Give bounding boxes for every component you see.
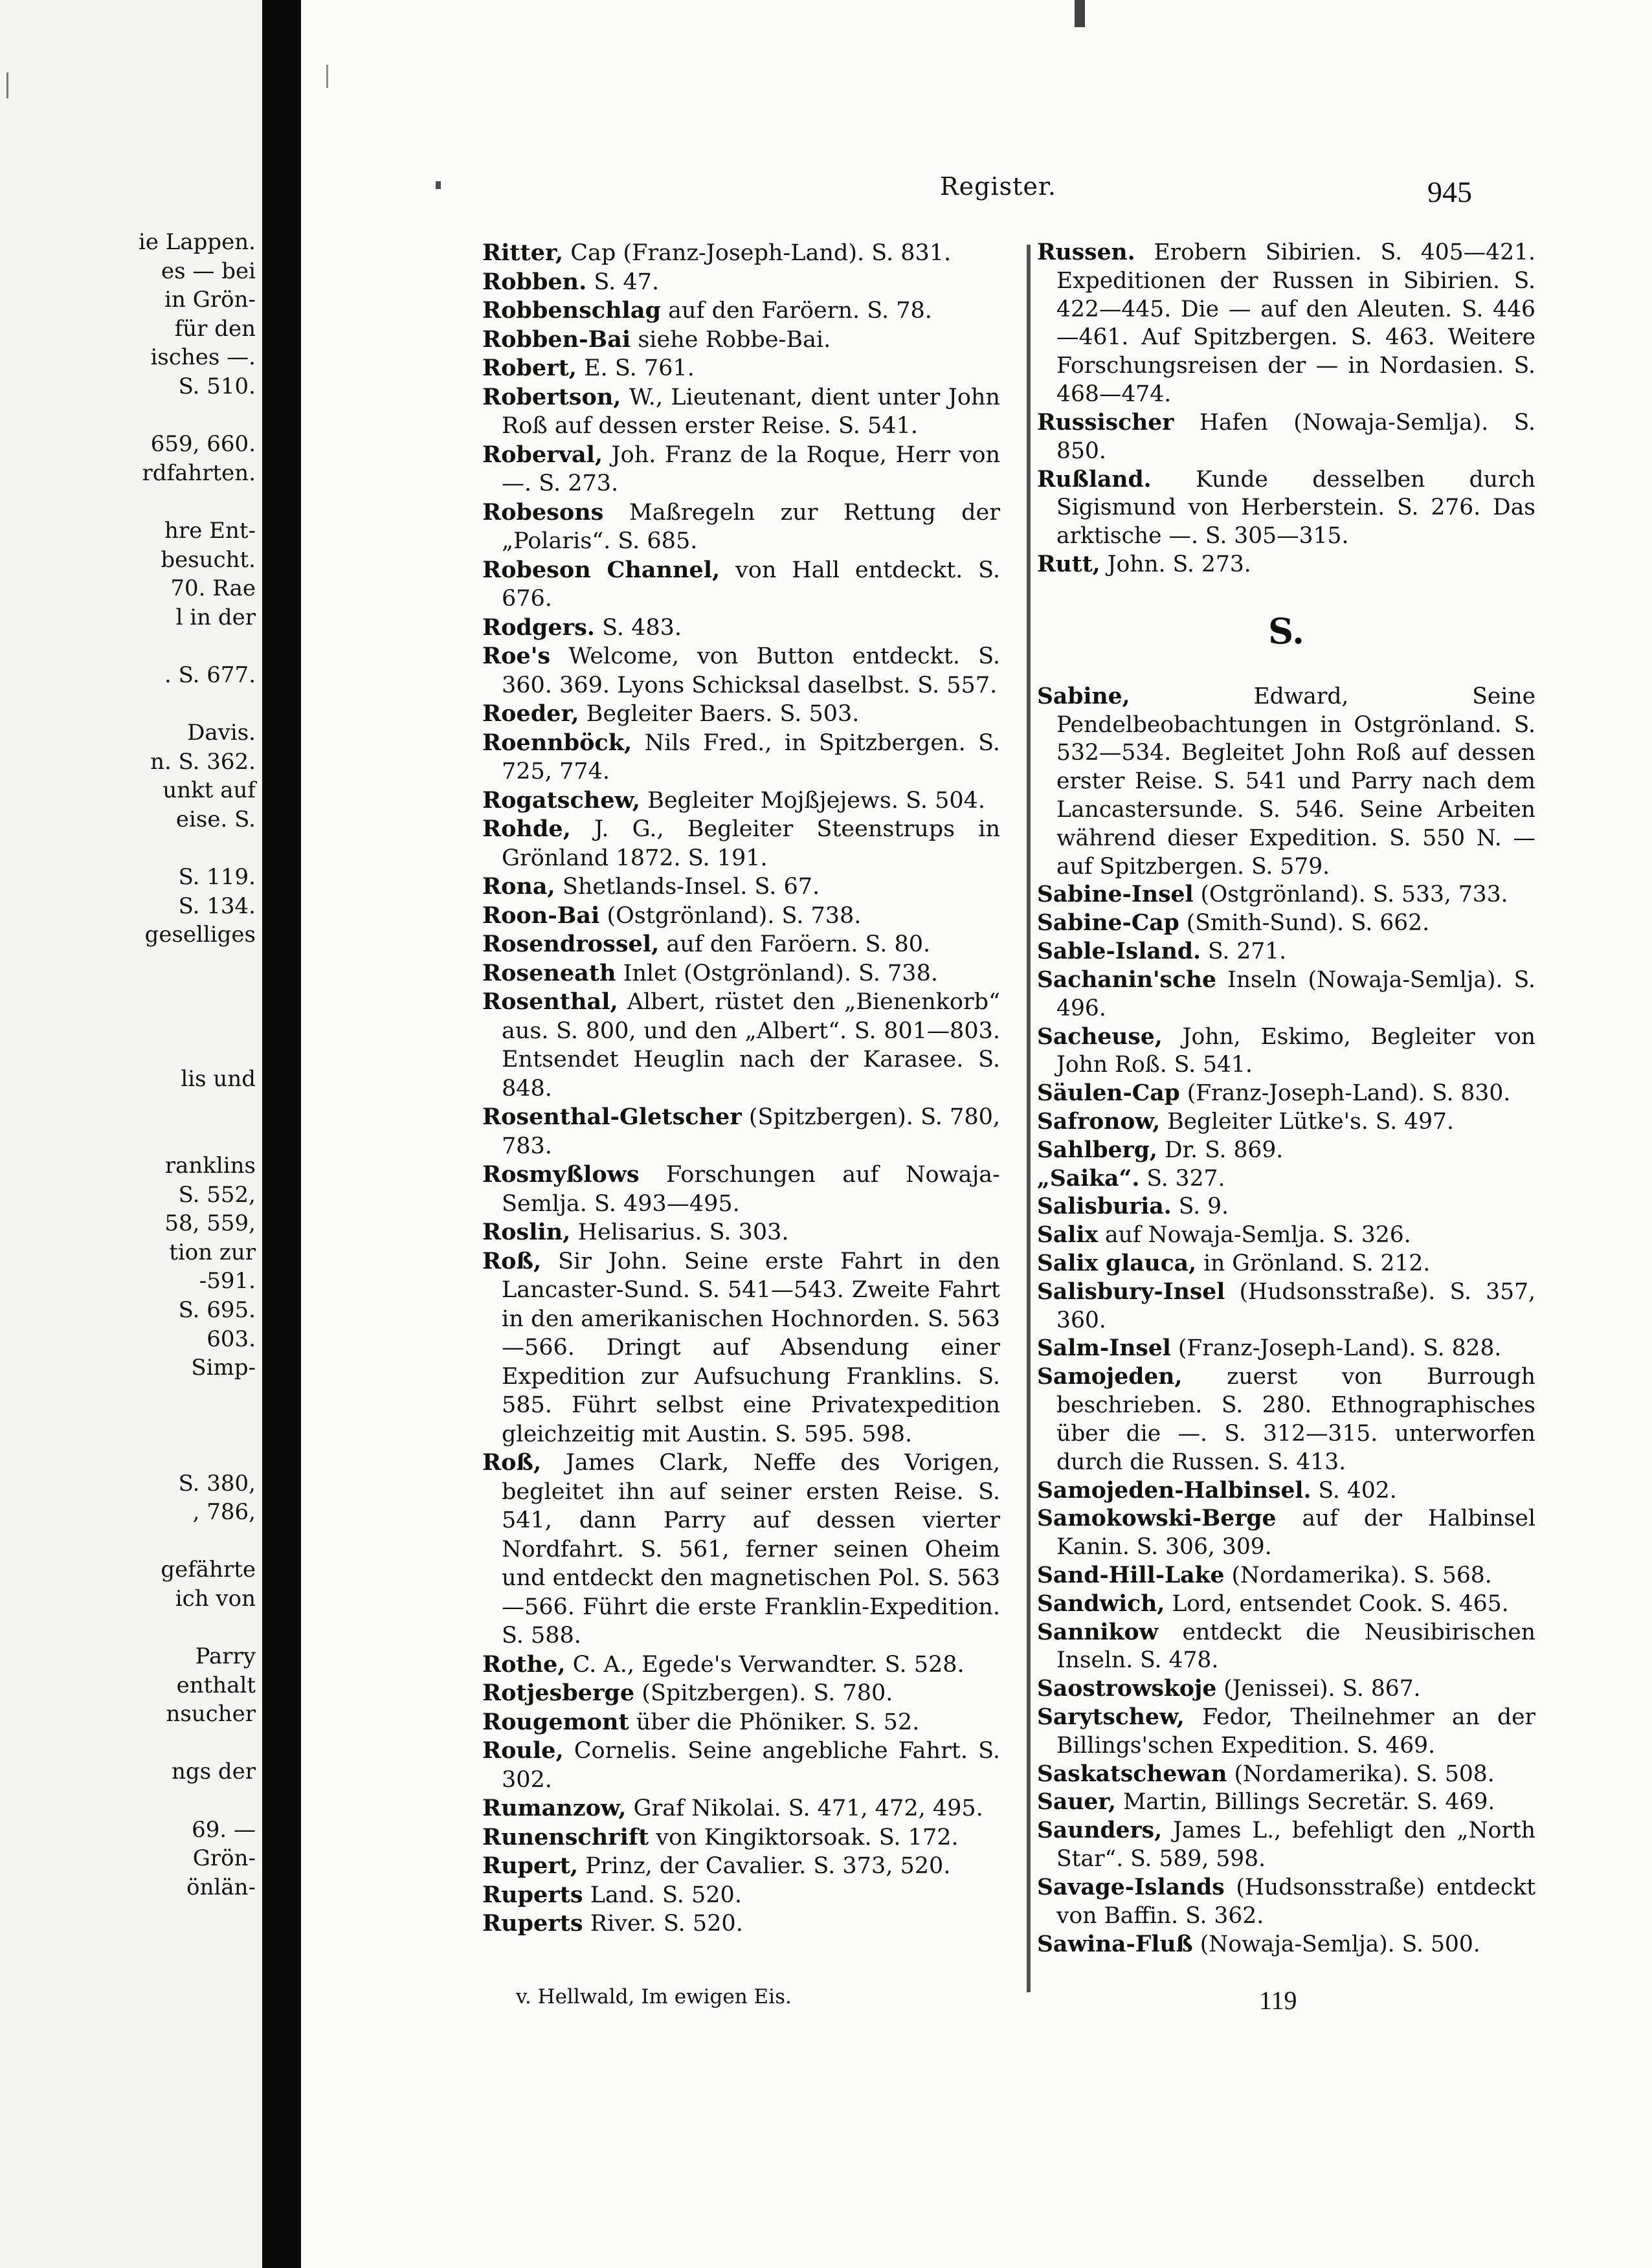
previous-page-line [139,1440,256,1469]
index-entry-text: S. 271. [1207,939,1287,965]
index-entry-text: Dr. S. 869. [1164,1137,1284,1163]
index-entry-text: entdeckt die Neusibirischen Inseln. S. 478. [1056,1619,1535,1674]
index-entry-head: Sannikow [1037,1619,1159,1645]
index-entry-head: Saskatschewan [1037,1761,1227,1787]
index-entry-head: Roß, [482,1449,542,1476]
index-entry-head: Ruperts [482,1881,583,1908]
print-mark [436,181,441,189]
previous-page-line: es — bei [161,258,256,284]
previous-page-line: S. 380, [178,1470,256,1496]
index-entry [1037,1874,1535,1931]
index-entry [482,815,1000,873]
index-entry-text: (Hudsonsstraße) entdeckt von Baffin. S. 362. [1056,1874,1535,1929]
index-entry-text: (Smith-Sund). S. 662. [1186,910,1430,937]
running-head: Register. [940,172,1056,201]
index-entry-head: Sabine-Cap [1037,910,1179,937]
index-entry-head: Saunders, [1037,1818,1163,1844]
index-entry-head: Sauer, [1037,1789,1116,1816]
column-rule [1027,245,1031,1992]
previous-page-line [139,1122,256,1151]
index-entry [482,786,1000,816]
previous-page-line [139,950,256,979]
index-entry-head: Rosmyßlows [482,1161,640,1188]
index-entry [482,498,1000,556]
footer-signature: 119 [1259,1986,1297,2015]
index-entry-head: Rogatschew, [482,786,640,814]
previous-page-line: nsucher [166,1701,256,1728]
index-entry [1037,1137,1535,1165]
previous-page-line: S. 552, [178,1181,256,1208]
index-entry-text: (Franz-Joseph-Land). S. 830. [1187,1080,1511,1107]
index-entry-text: Fedor, Theilnehmer an der Billings'schen Expedition. S. 469. [1056,1704,1535,1759]
index-entry-head: Rupert, [482,1852,579,1879]
index-entry-head: Samokowski-Berge [1037,1506,1277,1532]
index-entry [1037,1817,1535,1874]
index-entry-text: (Ostgrönland). S. 738. [607,902,862,929]
previous-page-line [139,1007,256,1036]
previous-page-line: lis und [181,1066,256,1093]
index-entry-text: von Hall entdeckt. S. 676. [502,557,1000,612]
index-entry-head: Rothe, [482,1651,566,1678]
index-group-s [1037,683,1535,1959]
index-entry-text: Prinz, der Cavalier. S. 373, 520. [585,1853,951,1879]
index-entry-text: S. 47. [594,269,660,295]
index-entry-head: Sabine, [1037,683,1130,709]
index-entry [1037,1250,1535,1278]
index-entry-head: Rosenthal-Gletscher [482,1104,742,1130]
index-entry-text: Graf Nikolai. S. 471, 472, 495. [633,1796,983,1821]
index-entry-text: auf Nowaja-Semlja. S. 326. [1105,1222,1411,1249]
index-entry-text: John. S. 273. [1107,551,1251,577]
index-entry [482,326,1000,355]
index-entry-head: Rona, [482,873,555,900]
previous-page-line: ie Lappen. [138,229,256,255]
index-entry [1037,466,1535,551]
index-entry-head: Safronow, [1037,1108,1161,1135]
previous-page-line: Davis. [187,720,256,746]
index-entry [1037,1704,1535,1761]
index-entry [1037,881,1535,909]
index-entry [482,441,1000,498]
index-entry-text: James Clark, Neffe des Vorigen, begleitet ihn auf seiner ersten Reise. S. 541, dann Parry auf dessen vierter Nordfahrt. S. 561, ferner seinen Oheim und entdeckt den magnetischen Pol. S. 563—566. Führt die erste Franklin-Expedition. S. 588. [502,1450,1000,1649]
index-entry-text: Welcome, von Button entdeckt. S. 360. 369. Lyons Schicksal daselbst. S. 557. [502,643,1000,698]
index-entry-head: Robertson, [482,383,621,410]
index-entry-text: Cap (Franz-Joseph-Land). S. 831. [570,240,952,266]
index-entry [1037,909,1535,938]
previous-page-line: rdfahrten. [142,460,256,486]
index-entry-text: von Kingiktorsoak. S. 172. [656,1824,959,1851]
index-entry [1037,1675,1535,1704]
previous-page-line: besucht. [161,546,256,573]
previous-page-line [139,978,256,1007]
index-entry-head: Rodgers. [482,614,595,641]
index-entry-head: Robbenschlag [482,297,662,324]
index-entry-head: Russen. [1037,239,1135,265]
index-entry [482,1852,1000,1881]
previous-page-line: 70. Rae [170,575,256,602]
index-entry [482,729,1000,786]
index-entry-head: Rotjesberge [482,1680,635,1706]
index-entry [482,642,1000,700]
previous-page-line: Grön- [192,1845,256,1872]
index-entry [1037,1562,1535,1590]
book-gutter [262,0,301,2268]
index-entry-text: Edward, Seine Pendelbeobachtungen in Ostgrönland. S. 532—534. Begleitet John Roß auf dessen erster Reise. S. 541 und Parry nach dem Lancastersunde. S. 546. Seine Arbeiten während dieser Expedition. S. 550 N. — auf Spitzbergen. S. 579. [1056,683,1535,880]
previous-page-line: l in der [175,604,256,630]
index-entry [482,1679,1000,1708]
previous-page-line [139,632,256,661]
index-entry [1037,1165,1535,1194]
index-entry [482,1651,1000,1680]
previous-page-line [139,1527,256,1556]
index-entry [482,700,1000,729]
index-entry [482,1161,1000,1218]
index-entry-text: S. 9. [1178,1194,1229,1220]
index-entry-text: Nils Fred., in Spitzbergen. S. 725, 774. [502,729,1000,784]
index-entry-head: Runenschrift [482,1823,649,1851]
previous-page-line: önlän- [186,1874,256,1900]
previous-page-line: S. 119. [178,864,256,891]
index-entry-head: Roß, [482,1247,542,1274]
index-entry-head: Sandwich, [1037,1590,1165,1617]
index-entry-text: auf der Halbinsel Kanin. S. 306, 309. [1056,1506,1536,1561]
print-mark [1075,0,1085,27]
index-entry [482,1247,1000,1449]
index-entry [1037,966,1535,1023]
previous-page-line: enthalt [176,1672,256,1698]
index-entry [482,296,1000,326]
index-entry [482,239,1000,268]
index-entry [482,268,1000,297]
index-entry [1037,239,1535,409]
index-entry [1037,1221,1535,1250]
index-entry [482,930,1000,959]
index-entry-head: Robert, [482,355,577,381]
index-entry [1037,1761,1535,1789]
index-entry [1037,938,1535,966]
index-entry-head: Salm-Insel [1037,1335,1171,1362]
index-entry [482,1218,1000,1247]
index-entry-text: River. S. 520. [590,1911,743,1937]
index-entry [1037,551,1535,579]
index-entry-text: Forschungen auf Nowaja-Semlja. S. 493—495. [502,1162,1000,1217]
index-entry [482,383,1000,441]
index-column-left [482,239,1000,1939]
index-entry-head: Savage-Islands [1037,1874,1225,1900]
index-entry-head: Roberval, [482,441,603,468]
index-entry-text: James L., befehligt den „North Star“. S. 589, 598. [1056,1818,1535,1873]
previous-page-line: S. 134. [178,893,256,919]
index-group-r [1037,239,1535,579]
index-entry [1037,1363,1535,1476]
index-entry [1037,1193,1535,1221]
index-entry-text: auf den Faröern. S. 78. [668,298,932,324]
index-entry-text: Cornelis. Seine angebliche Fahrt. S. 302. [502,1738,1000,1793]
previous-page-line: S. 695. [178,1296,256,1323]
index-entry-text: John, Eskimo, Begleiter von John Roß. S. 541. [1056,1023,1536,1078]
index-entry [1037,1108,1535,1137]
index-entry-head: Samojeden-Halbinsel. [1037,1477,1312,1504]
index-entry [1037,683,1535,882]
index-entry-head: Rosendrossel, [482,931,660,957]
index-entry-text: in Grönland. S. 212. [1203,1251,1431,1276]
index-entry-text: Begleiter Mojßjejews. S. 504. [647,787,986,814]
index-entry-text: Inlet (Ostgrönland). S. 738. [623,960,938,986]
index-entry [482,1103,1000,1161]
index-entry [482,1708,1000,1737]
index-entry [1037,1590,1535,1619]
index-entry [1037,1023,1535,1080]
previous-page-line: 69. — [192,1816,256,1843]
index-entry [482,1737,1000,1794]
index-entry-text: (Nordamerika). S. 568. [1231,1562,1492,1588]
index-entry-text: Maßregeln zur Rettung der „Polaris“. S. 685. [502,499,1000,554]
index-entry-text: (Nordamerika). S. 508. [1234,1761,1495,1787]
previous-page-line: unkt auf [162,777,256,804]
index-entry-text: Helisarius. S. 303. [577,1219,789,1245]
previous-page-line: Simp- [191,1355,256,1381]
index-entry-head: Sawina-Fluß [1037,1931,1193,1957]
previous-page-line [139,487,256,517]
index-entry-text: S. 327. [1146,1165,1225,1192]
index-entry-text: Sir John. Seine erste Fahrt in den Lancaster-Sund. S. 541—543. Zweite Fahrt in den amerikanischen Hochnorden. S. 563—566. Dringt auf Absendung einer Expedition zur Aufsuchung Franklins. S. 585. Führt selbst eine Privatexpedition gleichzeitig mit Austin. S. 595. 598. [502,1248,1000,1447]
index-entry-text: C. A., Egede's Verwandter. S. 528. [572,1651,965,1678]
index-entry-head: Roon-Bai [482,902,600,929]
index-entry-text: Erobern Sibirien. S. 405—421. Expeditionen der Russen in Sibirien. S. 422—445. Die — auf den Aleuten. S. 446—461. Auf Spitzbergen. S. 463. Weitere Forschungsreisen der — in Nordasien. S. 468—474. [1056,239,1536,408]
previous-page-line [139,401,256,430]
index-entry-text: Lord, entsendet Cook. S. 465. [1172,1590,1509,1617]
previous-page-line: hre Ent- [164,517,256,544]
previous-page-text-fragments [139,228,256,1902]
index-entry-head: Ruperts [482,1910,583,1937]
index-entry-head: Rougemont [482,1708,629,1735]
previous-page-line: gefährte [161,1557,256,1583]
index-entry-text: (Ostgrönland). S. 533, 733. [1200,882,1508,908]
index-entry-head: Sabine-Insel [1037,882,1194,908]
index-entry-head: Roe's [482,643,551,669]
index-entry-text: zuerst von Burrough beschrieben. S. 280. Ethnographisches über die —. S. 312—315. unterworfen durch die Russen. S. 413. [1056,1364,1536,1475]
index-entry-text: Kunde desselben durch Sigismund von Herberstein. S. 276. Das arktische —. S. 305—315. [1056,466,1536,550]
previous-page-line [139,1411,256,1440]
previous-page-line: eise. S. [175,806,256,832]
index-entry-text: Joh. Franz de la Roque, Herr von —. S. 273. [502,441,1000,496]
previous-page-line: in Grön- [164,287,256,313]
index-entry-text: Land. S. 520. [590,1882,742,1908]
index-entry [1037,1335,1535,1363]
index-entry [1037,1080,1535,1108]
index-entry-head: Saostrowskoje [1037,1676,1217,1702]
index-entry-head: Roeder, [482,700,579,727]
index-entry [482,354,1000,383]
previous-page-line: ranklins [164,1153,256,1179]
previous-page-line: geselliges [144,922,256,948]
index-entry-head: Robben. [482,268,587,295]
previous-page-line: isches —. [150,344,256,371]
index-entry [1037,1477,1535,1506]
previous-page-line: S. 510. [178,373,256,399]
index-entry [1037,1278,1535,1335]
index-entry-head: Sarytschew, [1037,1704,1185,1730]
index-entry [482,1881,1000,1910]
index-entry-head: Roennböck, [482,729,632,756]
previous-page-line: ich von [175,1585,256,1612]
index-entry [482,988,1000,1103]
index-entry [482,959,1000,988]
previous-page-line [139,1036,256,1065]
index-entry-head: Roseneath [482,959,616,986]
index-entry-text: (Nowaja-Semlja). S. 500. [1200,1931,1480,1957]
previous-page-line [139,1614,256,1643]
index-entry [482,902,1000,931]
index-entry-text: Inseln (Nowaja-Semlja). S. 496. [1056,966,1535,1021]
index-entry [482,1794,1000,1823]
index-entry-text: siehe Robbe-Bai. [638,326,831,353]
previous-page-line: tion zur [169,1239,256,1265]
index-entry-head: Rosenthal, [482,988,618,1015]
index-entry-head: Sand-Hill-Lake [1037,1562,1225,1588]
index-entry [482,1909,1000,1939]
index-column-right [1037,239,1535,1959]
previous-page-line [139,834,256,863]
index-entry-head: Salix glauca, [1037,1251,1197,1276]
index-entry-text: Martin, Billings Secretär. S. 469. [1122,1789,1495,1816]
page-edge-mark [6,72,8,98]
index-entry-head: Rutt, [1037,551,1100,577]
index-entry-head: Ritter, [482,239,564,266]
index-entry-head: Säulen-Cap [1037,1080,1180,1107]
page-number: 945 [1427,175,1472,208]
index-entry-head: Sachanin'sche [1037,966,1217,993]
index-entry [482,1449,1000,1651]
index-entry-head: Robesons [482,498,604,526]
index-entry-text: J. G., Begleiter Steenstrups in Grönland 1872. S. 191. [502,816,1000,871]
previous-page-line: n. S. 362. [150,748,256,775]
previous-page-line: 603. [206,1326,256,1352]
index-entry-text: Begleiter Lütke's. S. 497. [1167,1108,1454,1135]
previous-page-line: 58, 559, [164,1210,256,1237]
previous-page-line: ngs der [171,1759,256,1785]
index-entry-head: Salix [1037,1222,1099,1249]
index-entry-text: Albert, rüstet den „Bienenkorb“ aus. S. 800, und den „Albert“. S. 801—803. Entsendet Heuglin nach der Karasee. S. 848. [502,989,1000,1102]
previous-page-line [139,1383,256,1412]
previous-page-line: -591. [199,1268,256,1295]
previous-page-line [139,690,256,719]
previous-page-edge [0,0,262,2268]
index-entry-head: Salisbury-Insel [1037,1278,1225,1305]
index-entry-head: Rohde, [482,816,571,842]
section-letter: S. [1268,610,1304,652]
index-entry [482,1823,1000,1852]
index-entry-head: Robeson Channel, [482,556,720,583]
index-entry [1037,1931,1535,1959]
index-entry-text: Begleiter Baers. S. 503. [586,701,860,727]
previous-page-line: 659, 660. [150,431,256,458]
print-mark [326,65,328,88]
previous-page-line: , 786, [192,1499,256,1526]
index-entry-text: (Hudsonsstraße). S. 357, 360. [1056,1278,1536,1333]
index-entry-text: (Franz-Joseph-Land). S. 828. [1178,1335,1502,1362]
index-entry-head: Roslin, [482,1219,571,1245]
index-entry-text: S. 402. [1318,1477,1397,1504]
index-entry-head: Roule, [482,1737,564,1764]
index-entry-head: Samojeden, [1037,1364,1183,1390]
index-entry-text: E. S. 761. [584,355,695,381]
index-entry [1037,1505,1535,1562]
index-entry-text: auf den Faröern. S. 80. [666,931,931,957]
index-entry-text: über die Phöniker. S. 52. [636,1709,920,1735]
index-entry-head: Sahlberg, [1037,1137,1157,1163]
index-entry [1037,409,1535,466]
index-entry [482,556,1000,614]
index-entry-text: Shetlands-Insel. S. 67. [562,874,820,900]
previous-page-line [139,1094,256,1123]
index-entry-head: „Saika“. [1037,1165,1140,1192]
index-entry [1037,1619,1535,1676]
index-entry-text: W., Lieutenant, dient unter John Roß auf dessen erster Reise. S. 541. [502,384,1000,439]
index-entry-head: Sacheuse, [1037,1023,1163,1050]
index-entry-text: (Spitzbergen). S. 780, 783. [502,1104,1000,1159]
previous-page-line: Parry [195,1643,256,1670]
index-entry-text: Hafen (Nowaja-Semlja). S. 850. [1056,409,1536,464]
index-entry-head: Salisburia. [1037,1194,1172,1220]
index-entry [1037,1788,1535,1817]
index-entry-head: Rußland. [1037,466,1152,493]
index-entry [482,873,1000,902]
previous-page-line [139,1729,256,1758]
index-entry-head: Russischer [1037,409,1174,436]
index-entry-head: Robben-Bai [482,326,631,353]
previous-page-line: für den [174,315,256,342]
index-entry-text: (Spitzbergen). S. 780. [642,1680,893,1706]
footer-author-title: v. Hellwald, Im ewigen Eis. [516,1985,792,2008]
index-entry-head: Rumanzow, [482,1795,627,1821]
previous-page-line [139,1786,256,1816]
previous-page-line: . S. 677. [164,662,256,688]
index-entry-text: (Jenissei). S. 867. [1223,1676,1421,1702]
index-entry-text: S. 483. [602,614,682,641]
index-entry-head: Sable-Island. [1037,939,1201,965]
index-entry [482,614,1000,643]
